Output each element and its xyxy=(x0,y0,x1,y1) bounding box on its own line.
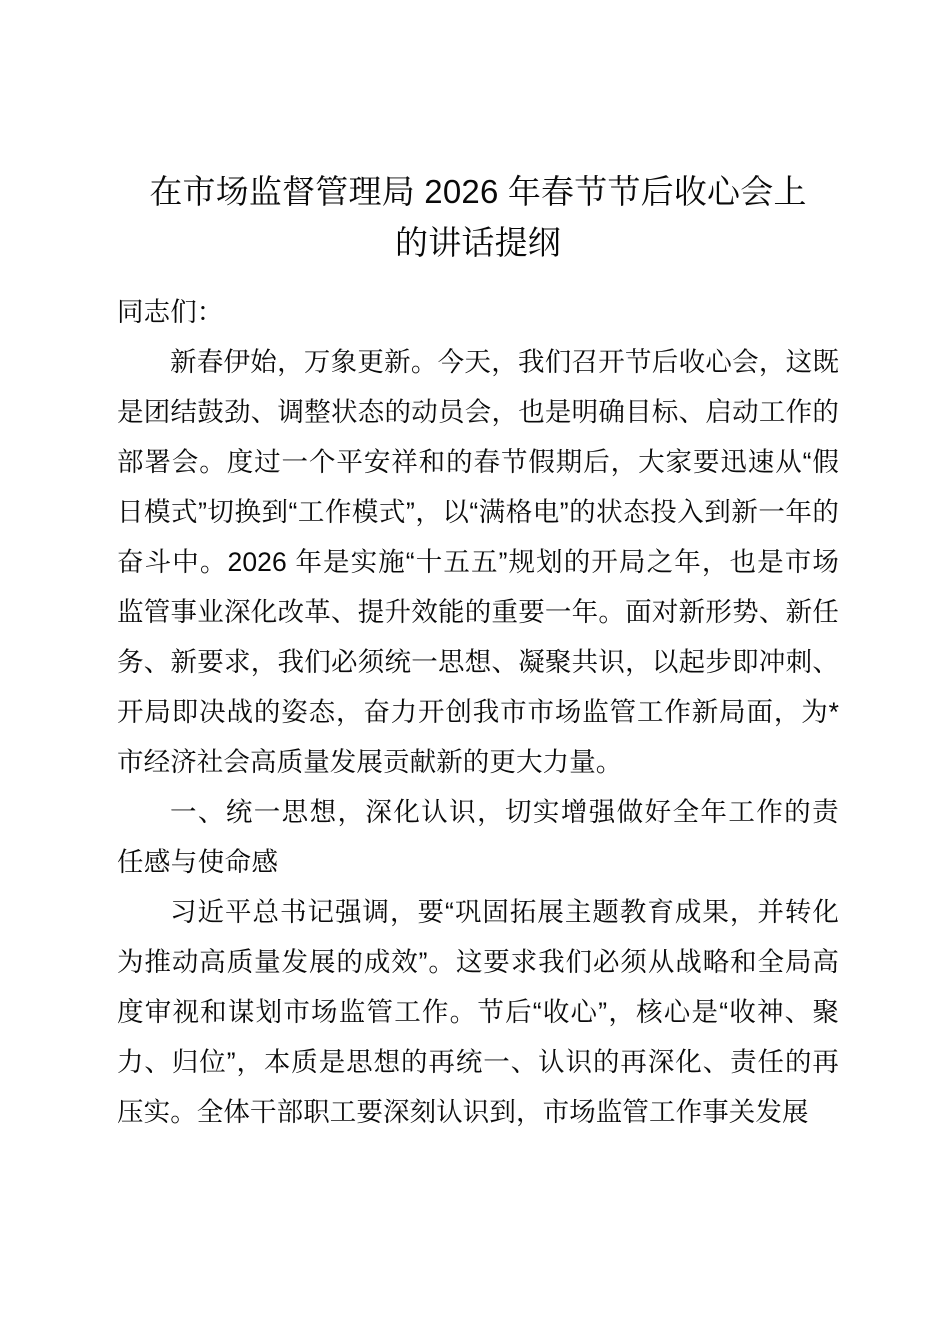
page-title-line-2: 的讲话提纲 xyxy=(395,224,561,261)
salutation: 同志们： xyxy=(117,297,224,327)
page-title-line-1: 在市场监督管理局 2026 年春节节后收心会上 xyxy=(149,173,807,210)
section-heading-one: 一、统一思想，深化认识，切实增强做好全年工作的责任感与使命感 xyxy=(117,797,839,877)
page-title xyxy=(117,166,839,268)
document-body xyxy=(117,166,839,1137)
paragraph-opening: 新春伊始，万象更新。今天，我们召开节后收心会，这既是团结鼓劲、调整状态的动员会，也是明确目标、启动工作的部署会。度过一个平安祥和的春节假期后，大家要迅速从“假日模式”切换到“工作模式”，以“满格电”的状态投入到新一年的奋斗中。2026 年是实施“十五五”规划的开局之年，也是市场监管事业深化改革、提升效能的重要一年。面对新形势、新任务、新要求，我们必须统一思想、凝聚共识，以起步即冲刺、开局即决战的姿态，奋力开创我市市场监管工作新局面，为*市经济社会高质量发展贡献新的更大力量。 xyxy=(117,347,839,777)
paragraph-section-one-body: 习近平总书记强调，要“巩固拓展主题教育成果，并转化为推动高质量发展的成效”。这要求我们必须从战略和全局高度审视和谋划市场监管工作。节后“收心”，核心是“收神、聚力、归位”，本质是思想的再统一、认识的再深化、责任的再压实。全体干部职工要深刻认识到，市场监管工作事关发展 xyxy=(117,897,839,1127)
